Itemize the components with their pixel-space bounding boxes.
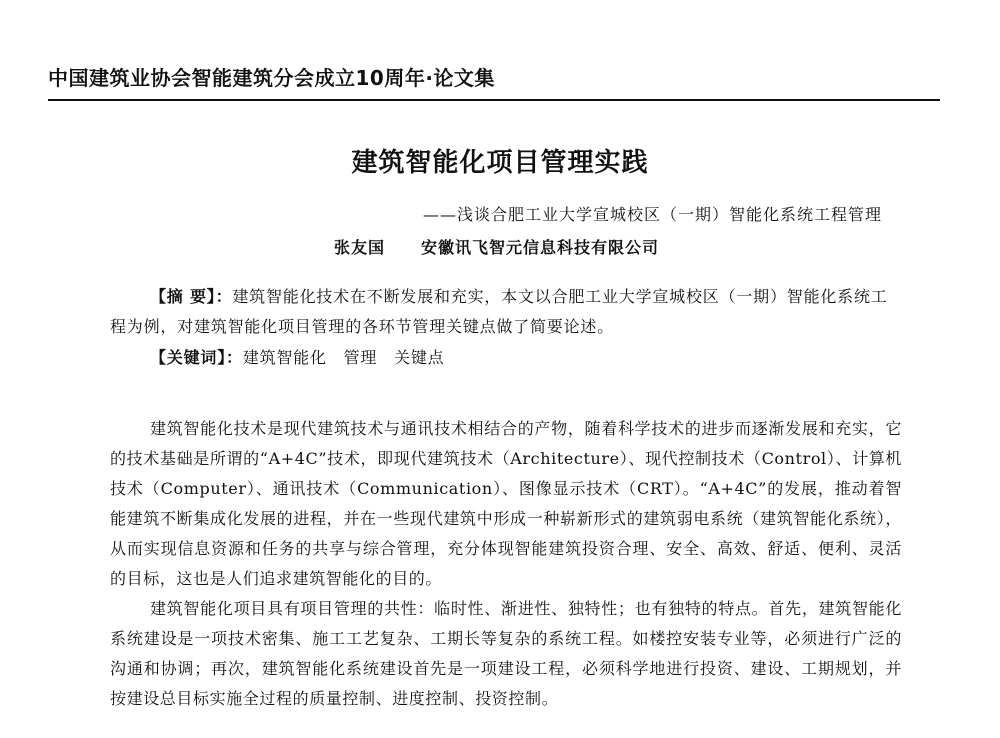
author-name: 张友国: [334, 238, 386, 257]
abstract-label: 【摘 要】：: [150, 287, 233, 306]
abstract: [110, 282, 902, 342]
body-paragraph: 建筑智能化项目具有项目管理的共性：临时性、渐进性、独特性；也有独特的特点。首先，建筑智能化系统建设是一项技术密集、施工工艺复杂、工期长等复杂的系统工程。如楼控安装专业等，必须进行广泛的沟通和协调；再次，建筑智能化系统建设首先是一项建设工程，必须科学地进行投资、建设、工期规划，并按建设总目标实施全过程的质量控制、进度控制、投资控制。: [110, 599, 902, 708]
abstract-text: 建筑智能化技术在不断发展和充实，本文以合肥工业大学宣城校区（一期）智能化系统工程为例，对建筑智能化项目管理的各环节管理关键点做了简要论述。: [110, 287, 888, 336]
body-text: [110, 414, 902, 714]
article-title: 建筑智能化项目管理实践: [351, 148, 649, 178]
author-affiliation: 安徽讯飞智元信息科技有限公司: [421, 238, 660, 257]
author-line: [334, 235, 659, 258]
keywords: [150, 345, 444, 368]
body-paragraph: 建筑智能化技术是现代建筑技术与通讯技术相结合的产物，随着科学技术的进步而逐渐发展和充实，它的技术基础是所谓的“A+4C”技术，即现代建筑技术（Architecture）、现代控制技术（Control）、计算机技术（Computer）、通讯技术（Communication）、图像显示技术（CRT）。“A+4C”的发展，推动着智能建筑不断集成化发展的进程，并在一些现代建筑中形成一种崭新形式的建筑弱电系统（建筑智能化系统），从而实现信息资源和任务的共享与综合管理，充分体现智能建筑投资合理、安全、高效、舒适、便利、灵活的目标，这也是人们追求建筑智能化的目的。: [110, 419, 902, 588]
keywords-label: 【关键词】：: [150, 348, 243, 367]
proceedings-header: 中国建筑业协会智能建筑分会成立10周年·论文集: [48, 62, 940, 101]
keywords-text: 建筑智能化 管理 关键点: [242, 348, 445, 367]
article-subtitle: ——浅谈合肥工业大学宣城校区（一期）智能化系统工程管理: [422, 205, 882, 224]
